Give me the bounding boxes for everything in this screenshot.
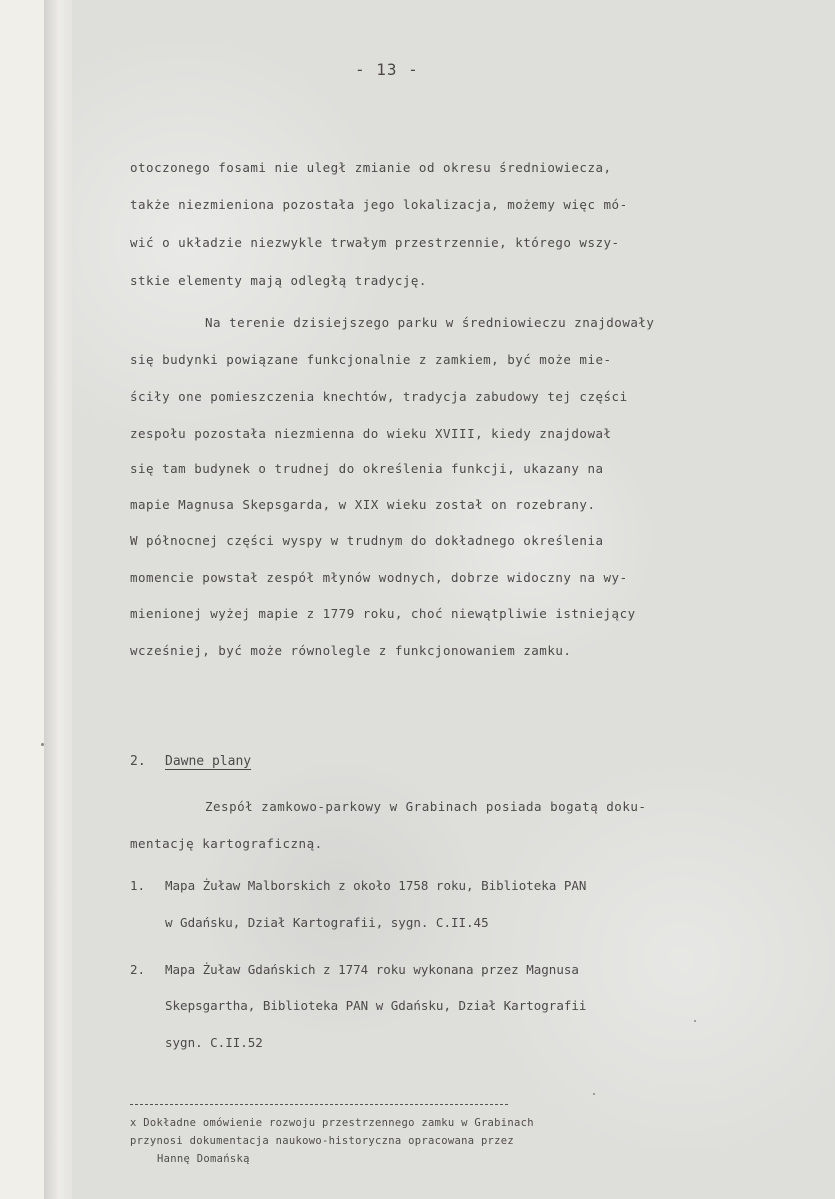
list-item-line: w Gdańsku, Dział Kartografii, sygn. C.II.45 — [165, 915, 489, 930]
binding-shadow — [44, 0, 72, 1199]
paragraph-line: mentację kartograficzną. — [130, 836, 323, 851]
footnote-line: x Dokładne omówienie rozwoju przestrzennego zamku w Grabinach — [130, 1117, 534, 1129]
section-title: Dawne plany — [165, 754, 252, 769]
paragraph-line: mapie Magnusa Skepsgarda, w XIX wieku został on rozebrany. — [130, 497, 596, 512]
paragraph-line: zespołu pozostała niezmienna do wieku XVIII, kiedy znajdował — [130, 426, 612, 441]
paragraph-line: Na terenie dzisiejszego parku w średniowieczu znajdowały — [205, 315, 655, 330]
list-item-line: Mapa Żuław Gdańskich z 1774 roku wykonana przez Magnusa — [165, 962, 579, 977]
paper-speck — [593, 1093, 595, 1095]
paragraph-line: się budynki powiązane funkcjonalnie z zamkiem, być może mie- — [130, 352, 612, 367]
list-item-number: 1. — [130, 878, 146, 893]
paragraph-line: ściły one pomieszczenia knechtów, tradycja zabudowy tej części — [130, 389, 628, 404]
left-page-margin — [0, 0, 45, 1199]
paragraph-line: także niezmieniona pozostała jego lokalizacja, możemy więc mó- — [130, 197, 628, 212]
paragraph-line: W północnej części wyspy w trudnym do dokładnego określenia — [130, 533, 604, 548]
document-page — [72, 0, 835, 1199]
paragraph-line: stkie elementy mają odległą tradycję. — [130, 273, 427, 288]
paragraph-line: wić o układzie niezwykle trwałym przestrzennie, którego wszy- — [130, 235, 620, 250]
paragraph-line: wcześniej, być może równolegle z funkcjonowaniem zamku. — [130, 643, 572, 658]
paragraph-line: się tam budynek o trudnej do określenia funkcji, ukazany na — [130, 461, 604, 476]
page-number: - 13 - — [355, 60, 419, 79]
paragraph-line: momencie powstał zespół młynów wodnych, dobrze widoczny na wy- — [130, 570, 628, 585]
list-item-line: sygn. C.II.52 — [165, 1035, 263, 1050]
list-item-line: Mapa Żuław Malborskich z około 1758 roku, Biblioteka PAN — [165, 878, 587, 893]
paragraph-line: Zespół zamkowo-parkowy w Grabinach posiada bogatą doku- — [205, 799, 647, 814]
list-item-number: 2. — [130, 962, 146, 977]
footnote-line: Hannę Domańską — [157, 1153, 250, 1165]
list-item-line: Skepsgartha, Biblioteka PAN w Gdańsku, Dział Kartografii — [165, 998, 587, 1013]
paragraph-line: otoczonego fosami nie uległ zmianie od okresu średniowiecza, — [130, 160, 612, 175]
paper-speck — [41, 743, 44, 746]
paragraph-line: mienionej wyżej mapie z 1779 roku, choć niewątpliwie istniejący — [130, 606, 636, 621]
section-number: 2. — [130, 754, 146, 769]
paper-speck — [694, 1020, 696, 1022]
footnote-line: przynosi dokumentacja naukowo-historyczna opracowana przez — [130, 1135, 515, 1147]
footnote-separator — [130, 1104, 508, 1105]
